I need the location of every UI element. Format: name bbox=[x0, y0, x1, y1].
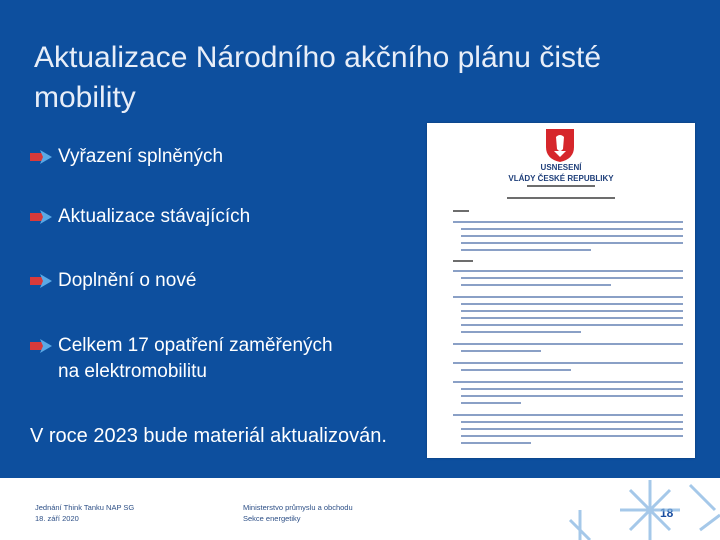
document-text-line bbox=[461, 235, 683, 237]
bullet-text: Vyřazení splněných bbox=[58, 146, 224, 167]
bullet-item bbox=[30, 268, 196, 294]
document-text-line bbox=[461, 317, 683, 319]
bullet-item bbox=[30, 204, 250, 230]
document-text-line bbox=[453, 210, 469, 212]
document-text-line bbox=[453, 221, 683, 223]
document-text-line bbox=[461, 249, 591, 251]
document-text-line bbox=[453, 362, 683, 364]
document-text-line bbox=[461, 369, 571, 371]
document-text-line bbox=[461, 324, 683, 326]
document-header-line-1: USNESENÍ bbox=[540, 163, 582, 172]
footer-organization bbox=[243, 502, 353, 524]
bullet-text-line-2: na elektromobilitu bbox=[58, 361, 207, 382]
closing-note: V roce 2023 bude materiál aktualizován. bbox=[30, 425, 387, 447]
document-text-line bbox=[461, 350, 541, 352]
bullet-item bbox=[30, 144, 223, 170]
page-number: 18 bbox=[660, 506, 674, 520]
bullet-text-line-1: Celkem 17 opatření zaměřených bbox=[58, 335, 333, 356]
document-text-line bbox=[461, 442, 531, 444]
document-text-line bbox=[461, 284, 611, 286]
footer-event bbox=[35, 502, 134, 524]
bullet-text: Doplnění o nové bbox=[58, 270, 197, 291]
document-text-line bbox=[461, 435, 683, 437]
footer-event-name: Jednání Think Tanku NAP SG bbox=[35, 503, 135, 512]
document-text-line bbox=[461, 331, 581, 333]
document-text-line bbox=[461, 303, 683, 305]
bullet-item bbox=[30, 333, 333, 385]
document-text-line bbox=[453, 296, 683, 298]
snowflake-decoration-icon bbox=[350, 470, 720, 540]
arrow-bullet-icon bbox=[30, 339, 52, 353]
footer-event-date: 18. září 2020 bbox=[35, 514, 79, 523]
document-text-line bbox=[453, 270, 683, 272]
document-text-line bbox=[461, 388, 683, 390]
arrow-bullet-icon bbox=[30, 150, 52, 164]
document-text-line bbox=[461, 242, 683, 244]
document-text-line bbox=[527, 185, 595, 187]
document-image bbox=[427, 123, 695, 458]
document-text-line bbox=[461, 421, 683, 423]
title-line-1: Aktualizace Národního akčního plánu čisté bbox=[34, 41, 602, 74]
document-text-line bbox=[461, 310, 683, 312]
bullet-text: Aktualizace stávajících bbox=[58, 206, 251, 227]
document-text-line bbox=[461, 228, 683, 230]
document-text-line bbox=[461, 395, 683, 397]
footer-ministry: Ministerstvo průmyslu a obchodu bbox=[243, 503, 353, 512]
document-text-line bbox=[453, 343, 683, 345]
document-text-line bbox=[461, 277, 683, 279]
document-text-line bbox=[507, 197, 615, 199]
bullet-text bbox=[58, 333, 333, 385]
arrow-bullet-icon bbox=[30, 274, 52, 288]
document-text-line bbox=[461, 402, 521, 404]
document-text-line bbox=[461, 428, 683, 430]
arrow-bullet-icon bbox=[30, 210, 52, 224]
document-text-line bbox=[453, 260, 473, 262]
footer-section: Sekce energetiky bbox=[243, 514, 301, 523]
document-text-line bbox=[453, 414, 683, 416]
coat-of-arms-icon bbox=[544, 127, 576, 163]
document-header-line-2: VLÁDY ČESKÉ REPUBLIKY bbox=[508, 174, 614, 183]
slide-title bbox=[34, 38, 674, 118]
document-text-line bbox=[453, 381, 683, 383]
title-line-2: mobility bbox=[34, 81, 136, 114]
